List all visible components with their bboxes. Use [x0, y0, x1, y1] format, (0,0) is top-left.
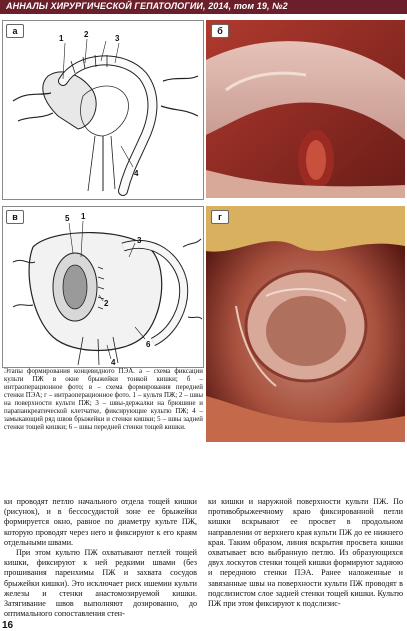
figure-panel-a — [2, 20, 204, 200]
intraoperative-photo-g — [206, 206, 405, 442]
journal-title: АННАЛЫ ХИРУРГИЧЕСКОЙ ГЕПАТОЛОГИИ, 2014, том 19, №2 — [6, 1, 288, 11]
panel-v-diagram — [3, 207, 203, 367]
body-left-column — [4, 497, 197, 619]
intraoperative-photo-b — [206, 20, 405, 198]
figure-caption: Этапы формирования концевидного ПЭА. а – схема фиксации культи ПЖ в окне брыжейки тонкой кишки; б – интраоперационное фото; в – схема формирования передней стенки ПЭА; г – интраоперационное фото. 1 – культя ПЖ; 2 – швы на поверхности культи ПЖ; 3 – швы-держалки на брюшине и парапанкреатической клетчатке, фиксирующие культю ПЖ; 4 – замыкающий ряд швов брыжейки и стенки кишки; 5 – швы задней стенки тощей кишки; 6 – швы передней стенки тощей кишки. — [4, 368, 203, 431]
left-paragraph-1: ки проводят петлю начального отдела тощей кишки (рисунок), и в бессосудистой зоне ее брыжейки формируется окно, равное по диаметру культе ПЖ, которую проводят через него и фиксируют к его краям отдельными швами. — [4, 497, 197, 547]
figure-panel-g-photo — [206, 206, 405, 442]
panel-a-number-2: 2 — [84, 30, 89, 39]
left-paragraph-2: При этом культю ПЖ охватывают петлей тощей кишки, фиксируют к ней редкими швами (без прошивания паренхимы ПЖ и захвата сосудов брыжейки кишки). Это исключает риск ишемии культи железы и стенки анастомозируемой кишки. Затягивание швов выполняют дозированно, до оптимального сопоставления стен- — [4, 548, 197, 619]
panel-b-label: б — [211, 24, 229, 38]
panel-v-number-6: 6 — [146, 340, 151, 349]
panel-a-number-3: 3 — [115, 34, 120, 43]
panel-v-number-3: 3 — [137, 236, 142, 245]
panel-v-label: в — [6, 210, 24, 224]
panel-a-label: а — [6, 24, 24, 38]
panel-v-number-5: 5 — [65, 214, 70, 223]
panel-a-number-1: 1 — [59, 34, 64, 43]
figure-panel-v — [2, 206, 204, 368]
body-right-column — [208, 497, 403, 609]
right-paragraph-1: ки кишки и наружной поверхности культи ПЖ. По противобрыжеечному краю фиксированной петли кишки вскрывают ее просвет в продольном направлении от верхнего края культи ПЖ до ее нижнего края. Таким образом, линия вскрытия просвета кишки охватывает всю выбранную петлю. Из образующихся двух лоскутов стенки тощей кишки формируют заднюю и переднюю стенки ПЭА. Ранее наложенные и завязанные швы на поверхности культи ПЖ проводят в подслизистом слое задней стенки тощей кишки. Культю ПЖ при этом фиксируют к подслизис- — [208, 497, 403, 609]
panel-v-number-4: 4 — [111, 358, 116, 367]
panel-v-number-1: 1 — [81, 212, 86, 221]
page-number: 16 — [2, 620, 14, 631]
panel-a-number-4: 4 — [134, 169, 139, 178]
panel-a-diagram — [3, 21, 203, 199]
panel-g-label: г — [211, 210, 229, 224]
figure-panel-b-photo — [206, 20, 405, 198]
panel-v-number-2: 2 — [104, 299, 109, 308]
